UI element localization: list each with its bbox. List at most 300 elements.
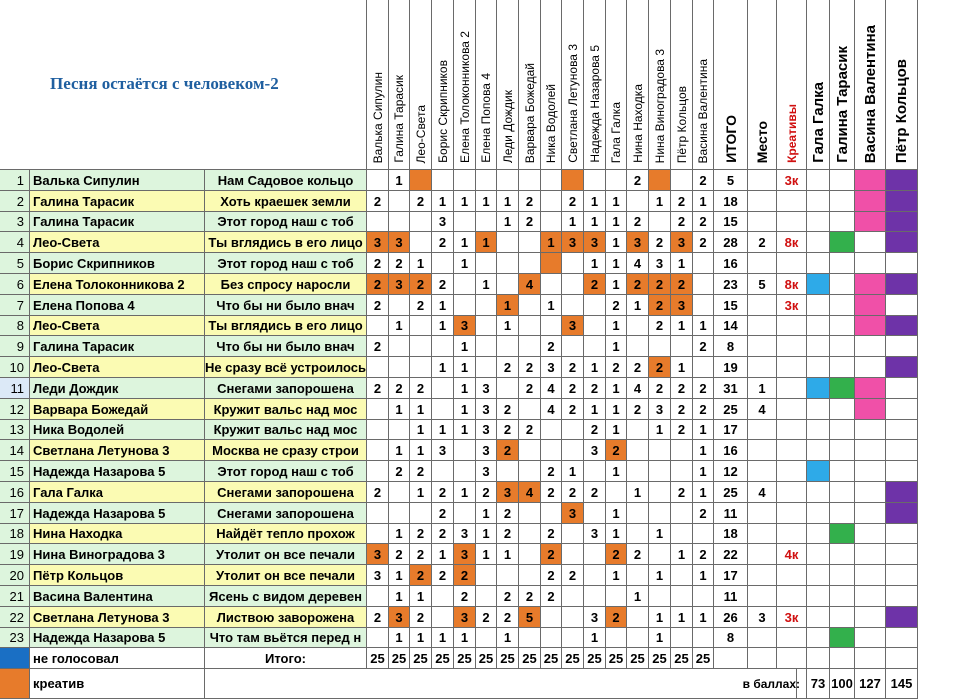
total-cell: 14 — [714, 316, 748, 336]
place-cell: 4 — [748, 482, 777, 503]
vote-cell: 2 — [432, 524, 454, 544]
vote-cell: 1 — [476, 503, 497, 524]
vote-cell: 1 — [476, 544, 497, 565]
judge-cell — [807, 191, 830, 212]
song-title: Что бы ни было внач — [205, 336, 367, 357]
vote-cell — [389, 503, 410, 524]
vote-cell — [454, 295, 476, 316]
vote-cell: 3 — [562, 503, 584, 524]
creative-cell — [777, 524, 807, 544]
row-number: 13 — [0, 420, 30, 440]
judge-cell — [830, 253, 855, 274]
vote-cell: 2 — [671, 378, 693, 399]
judge-cell — [807, 544, 830, 565]
participant-name: Варвара Божедай — [30, 399, 205, 420]
judge-cell — [830, 503, 855, 524]
vote-cell: 2 — [497, 524, 519, 544]
vote-cell: 3 — [476, 399, 497, 420]
column-sum: 25 — [649, 648, 671, 669]
column-sum: 25 — [410, 648, 432, 669]
judge-points: 73 — [807, 669, 830, 699]
vote-cell — [649, 503, 671, 524]
vote-cell: 1 — [410, 628, 432, 648]
judge-cell — [886, 170, 918, 191]
vote-cell: 2 — [671, 420, 693, 440]
vote-cell: 2 — [584, 420, 606, 440]
vote-cell: 3 — [389, 274, 410, 295]
vote-cell — [562, 295, 584, 316]
judge-header-label: Галина Тарасик — [833, 46, 851, 163]
judge-cell — [830, 170, 855, 191]
judge-cell — [886, 191, 918, 212]
row-number: 22 — [0, 607, 30, 628]
vote-cell — [584, 336, 606, 357]
song-title: Хоть краешек земли — [205, 191, 367, 212]
creative-legend-swatch — [0, 669, 30, 699]
vote-cell — [671, 628, 693, 648]
vote-cell: 1 — [476, 524, 497, 544]
judge-cell — [830, 316, 855, 336]
vote-cell — [432, 607, 454, 628]
vote-cell: 2 — [541, 565, 562, 586]
vote-cell — [410, 212, 432, 232]
vote-cell: 1 — [649, 191, 671, 212]
place-cell — [748, 503, 777, 524]
vote-cell: 1 — [584, 191, 606, 212]
voter-header-label: Светлана Летунова 3 — [565, 44, 580, 163]
judge-cell — [855, 565, 886, 586]
vote-cell — [584, 170, 606, 191]
vote-cell — [367, 524, 389, 544]
vote-cell: 1 — [606, 420, 627, 440]
vote-cell: 1 — [389, 170, 410, 191]
vote-cell: 1 — [541, 232, 562, 253]
judge-cell — [807, 461, 830, 482]
vote-cell: 1 — [410, 253, 432, 274]
vote-cell: 2 — [606, 440, 627, 461]
judge-header — [807, 0, 830, 170]
vote-cell — [454, 503, 476, 524]
song-title: Кружит вальс над мос — [205, 420, 367, 440]
itogo-label: Итого: — [205, 648, 367, 669]
judge-points: 127 — [855, 669, 886, 699]
vote-cell: 1 — [627, 295, 649, 316]
judge-cell — [855, 503, 886, 524]
vote-cell: 3 — [367, 565, 389, 586]
vote-cell: 3 — [454, 524, 476, 544]
voter-header — [627, 0, 649, 170]
judge-cell — [855, 524, 886, 544]
vote-cell — [367, 399, 389, 420]
judge-cell — [886, 274, 918, 295]
vote-cell — [671, 440, 693, 461]
vote-cell: 3 — [432, 440, 454, 461]
vote-cell: 1 — [497, 628, 519, 648]
song-title: Этот город наш с тоб — [205, 212, 367, 232]
place-cell — [748, 316, 777, 336]
judge-cell — [807, 440, 830, 461]
vote-cell — [367, 628, 389, 648]
judge-cell — [830, 212, 855, 232]
vote-cell — [367, 357, 389, 378]
vote-cell — [627, 316, 649, 336]
judge-cell — [855, 482, 886, 503]
vote-cell: 2 — [541, 586, 562, 607]
total-cell: 26 — [714, 607, 748, 628]
vote-cell: 3 — [454, 544, 476, 565]
vote-cell — [497, 274, 519, 295]
judge-cell — [855, 461, 886, 482]
song-title: Москва не сразу строи — [205, 440, 367, 461]
vote-cell: 3 — [497, 482, 519, 503]
row-number: 10 — [0, 357, 30, 378]
place-cell: 5 — [748, 274, 777, 295]
vote-cell: 1 — [606, 212, 627, 232]
vote-cell: 4 — [519, 274, 541, 295]
place-header — [748, 0, 777, 170]
vote-cell: 2 — [541, 336, 562, 357]
voter-header-label: Борис Скрипников — [435, 60, 450, 163]
voter-header-label: Нина Находка — [630, 84, 645, 163]
vote-cell — [606, 482, 627, 503]
vote-cell: 1 — [649, 420, 671, 440]
vote-cell: 2 — [627, 399, 649, 420]
row-number: 11 — [0, 378, 30, 399]
vote-cell — [432, 586, 454, 607]
vote-cell — [562, 607, 584, 628]
vote-cell — [519, 628, 541, 648]
vote-cell: 2 — [367, 191, 389, 212]
judge-cell — [830, 544, 855, 565]
vote-cell: 1 — [410, 440, 432, 461]
vote-cell: 2 — [671, 191, 693, 212]
creative-cell — [777, 420, 807, 440]
vote-cell: 3 — [476, 378, 497, 399]
vote-cell — [649, 440, 671, 461]
participant-name: Надежда Назарова 5 — [30, 461, 205, 482]
vote-cell — [541, 607, 562, 628]
column-sum: 25 — [389, 648, 410, 669]
song-title: Этот город наш с тоб — [205, 253, 367, 274]
vote-cell: 1 — [606, 191, 627, 212]
vote-cell — [584, 295, 606, 316]
vote-cell — [454, 461, 476, 482]
judge-cell — [855, 378, 886, 399]
vote-cell: 2 — [497, 607, 519, 628]
vote-cell: 2 — [562, 357, 584, 378]
vote-cell — [367, 440, 389, 461]
vote-cell: 2 — [432, 503, 454, 524]
vote-cell: 2 — [606, 607, 627, 628]
place-cell — [748, 544, 777, 565]
place-cell — [748, 357, 777, 378]
judge-header — [855, 0, 886, 170]
vote-cell: 2 — [693, 544, 714, 565]
empty-cell — [855, 648, 886, 669]
vote-cell — [627, 628, 649, 648]
participant-name: Нина Виноградова 3 — [30, 544, 205, 565]
row-number: 14 — [0, 440, 30, 461]
vote-cell: 2 — [410, 544, 432, 565]
vote-cell — [367, 461, 389, 482]
judge-cell — [807, 420, 830, 440]
vote-cell — [389, 191, 410, 212]
place-cell — [748, 191, 777, 212]
judge-cell — [830, 336, 855, 357]
judge-cell — [886, 378, 918, 399]
vote-cell: 1 — [389, 628, 410, 648]
vote-cell: 1 — [454, 378, 476, 399]
vote-cell: 5 — [519, 607, 541, 628]
vote-cell — [562, 628, 584, 648]
vote-cell: 1 — [389, 399, 410, 420]
vote-cell: 1 — [671, 357, 693, 378]
participant-name: Галина Тарасик — [30, 212, 205, 232]
creative-legend: креатив — [30, 669, 205, 699]
vote-cell: 2 — [454, 565, 476, 586]
vote-cell — [410, 503, 432, 524]
vote-cell — [476, 586, 497, 607]
vote-cell — [541, 170, 562, 191]
vote-cell — [671, 524, 693, 544]
vote-cell: 3 — [627, 232, 649, 253]
vote-cell: 1 — [649, 628, 671, 648]
vote-cell — [367, 316, 389, 336]
judge-cell — [807, 378, 830, 399]
judge-cell — [807, 607, 830, 628]
no-vote-legend: не голосовал — [30, 648, 205, 669]
vote-cell — [367, 503, 389, 524]
vote-cell: 2 — [476, 482, 497, 503]
vote-cell: 1 — [649, 607, 671, 628]
place-cell — [748, 440, 777, 461]
vote-cell: 4 — [541, 399, 562, 420]
participant-name: Леди Дождик — [30, 378, 205, 399]
judge-cell — [855, 232, 886, 253]
participant-name: Васина Валентина — [30, 586, 205, 607]
vote-cell: 2 — [649, 316, 671, 336]
judge-cell — [886, 482, 918, 503]
vote-cell — [606, 586, 627, 607]
voter-header — [671, 0, 693, 170]
voter-header — [389, 0, 410, 170]
column-sum: 25 — [367, 648, 389, 669]
total-cell: 19 — [714, 357, 748, 378]
vote-cell — [693, 628, 714, 648]
vote-cell: 2 — [584, 378, 606, 399]
vote-cell: 1 — [606, 316, 627, 336]
vote-cell: 3 — [454, 316, 476, 336]
vote-cell — [584, 565, 606, 586]
vote-cell: 2 — [389, 461, 410, 482]
judge-cell — [807, 524, 830, 544]
song-title: Ты вглядись в его лицо — [205, 316, 367, 336]
vote-cell: 1 — [671, 544, 693, 565]
column-sum: 25 — [519, 648, 541, 669]
vote-cell — [389, 212, 410, 232]
judge-cell — [830, 628, 855, 648]
song-title: Этот город наш с тоб — [205, 461, 367, 482]
vote-cell: 2 — [562, 399, 584, 420]
judge-cell — [807, 503, 830, 524]
vote-cell — [584, 503, 606, 524]
vote-cell: 2 — [584, 274, 606, 295]
vote-cell — [497, 461, 519, 482]
voter-header-label: Надежда Назарова 5 — [587, 45, 602, 163]
judge-cell — [830, 378, 855, 399]
place-cell — [748, 420, 777, 440]
vote-cell: 2 — [693, 170, 714, 191]
judge-cell — [886, 440, 918, 461]
vote-cell: 1 — [606, 399, 627, 420]
judge-points: 100 — [830, 669, 855, 699]
row-number: 18 — [0, 524, 30, 544]
place-cell — [748, 461, 777, 482]
vote-cell: 3 — [584, 440, 606, 461]
judge-cell — [855, 440, 886, 461]
vote-cell: 3 — [367, 544, 389, 565]
participant-name: Светлана Летунова 3 — [30, 607, 205, 628]
judge-cell — [886, 503, 918, 524]
row-number: 3 — [0, 212, 30, 232]
judge-cell — [855, 295, 886, 316]
place-cell — [748, 586, 777, 607]
vote-cell: 2 — [649, 378, 671, 399]
creative-cell — [777, 191, 807, 212]
song-title: Снегами запорошена — [205, 503, 367, 524]
vote-cell — [497, 336, 519, 357]
vote-cell — [693, 586, 714, 607]
judge-cell — [807, 170, 830, 191]
vote-cell: 3 — [649, 253, 671, 274]
vote-cell: 2 — [497, 503, 519, 524]
judge-cell — [855, 316, 886, 336]
song-title: Найдёт тепло прохож — [205, 524, 367, 544]
voter-header — [454, 0, 476, 170]
voter-header — [649, 0, 671, 170]
vote-cell: 2 — [410, 524, 432, 544]
vote-cell: 2 — [671, 274, 693, 295]
vote-cell: 1 — [562, 461, 584, 482]
vote-cell — [432, 378, 454, 399]
vote-cell: 1 — [649, 565, 671, 586]
participant-name: Светлана Летунова 3 — [30, 440, 205, 461]
voter-header — [497, 0, 519, 170]
song-title: Нам Садовое кольцо — [205, 170, 367, 191]
vote-cell: 2 — [410, 461, 432, 482]
vote-cell — [541, 420, 562, 440]
creative-cell — [777, 399, 807, 420]
vote-cell: 1 — [693, 607, 714, 628]
judge-cell — [830, 524, 855, 544]
voter-header — [541, 0, 562, 170]
place-cell: 4 — [748, 399, 777, 420]
place-cell — [748, 212, 777, 232]
voter-header — [562, 0, 584, 170]
vote-cell: 2 — [367, 295, 389, 316]
vote-cell: 2 — [410, 295, 432, 316]
vote-cell: 1 — [432, 420, 454, 440]
vote-cell — [519, 524, 541, 544]
vote-cell: 2 — [627, 357, 649, 378]
creative-cell — [777, 336, 807, 357]
vote-cell — [562, 253, 584, 274]
vote-cell: 2 — [541, 482, 562, 503]
vote-cell: 2 — [367, 274, 389, 295]
vote-cell: 2 — [627, 212, 649, 232]
vote-cell: 3 — [584, 524, 606, 544]
vote-cell: 2 — [519, 357, 541, 378]
vote-cell: 3 — [432, 212, 454, 232]
row-number: 5 — [0, 253, 30, 274]
judge-cell — [855, 191, 886, 212]
place-cell: 1 — [748, 378, 777, 399]
participant-name: Нина Находка — [30, 524, 205, 544]
song-title: Снегами запорошена — [205, 482, 367, 503]
voter-header — [410, 0, 432, 170]
vote-cell: 1 — [606, 336, 627, 357]
vote-cell: 1 — [497, 544, 519, 565]
judge-cell — [855, 170, 886, 191]
place-cell — [748, 565, 777, 586]
total-cell: 11 — [714, 586, 748, 607]
creative-cell: 3к — [777, 295, 807, 316]
total-cell: 18 — [714, 191, 748, 212]
vote-cell — [432, 253, 454, 274]
vote-cell: 2 — [562, 378, 584, 399]
vote-cell: 3 — [541, 357, 562, 378]
vote-cell — [476, 628, 497, 648]
row-number: 21 — [0, 586, 30, 607]
vote-cell: 2 — [389, 253, 410, 274]
vote-cell: 2 — [606, 295, 627, 316]
vote-cell: 3 — [584, 232, 606, 253]
total-cell: 17 — [714, 420, 748, 440]
vote-cell — [541, 191, 562, 212]
song-title: Что бы ни было внач — [205, 295, 367, 316]
voter-header-label: Нина Виноградова 3 — [652, 48, 667, 163]
total-cell: 16 — [714, 440, 748, 461]
vote-cell: 2 — [627, 274, 649, 295]
place-cell — [748, 336, 777, 357]
vote-cell: 2 — [693, 399, 714, 420]
voter-header — [432, 0, 454, 170]
creative-cell — [777, 253, 807, 274]
vote-cell: 1 — [476, 191, 497, 212]
vote-cell: 2 — [584, 482, 606, 503]
vote-cell: 2 — [627, 544, 649, 565]
vote-cell: 1 — [432, 628, 454, 648]
vote-cell: 1 — [693, 461, 714, 482]
vote-cell: 1 — [454, 399, 476, 420]
judge-cell — [886, 607, 918, 628]
judge-cell — [807, 336, 830, 357]
voter-header-label: Гала Галка — [609, 101, 623, 163]
song-title: Утолит он все печали — [205, 544, 367, 565]
vote-cell — [519, 316, 541, 336]
vote-cell: 2 — [432, 274, 454, 295]
vote-cell — [519, 461, 541, 482]
participant-name: Галина Тарасик — [30, 191, 205, 212]
voter-header-label: Валька Сипулин — [370, 71, 385, 163]
vote-cell — [432, 461, 454, 482]
vote-cell: 1 — [606, 274, 627, 295]
row-number: 12 — [0, 399, 30, 420]
empty-cell — [830, 648, 855, 669]
row-number: 4 — [0, 232, 30, 253]
row-number: 16 — [0, 482, 30, 503]
vote-cell — [410, 170, 432, 191]
